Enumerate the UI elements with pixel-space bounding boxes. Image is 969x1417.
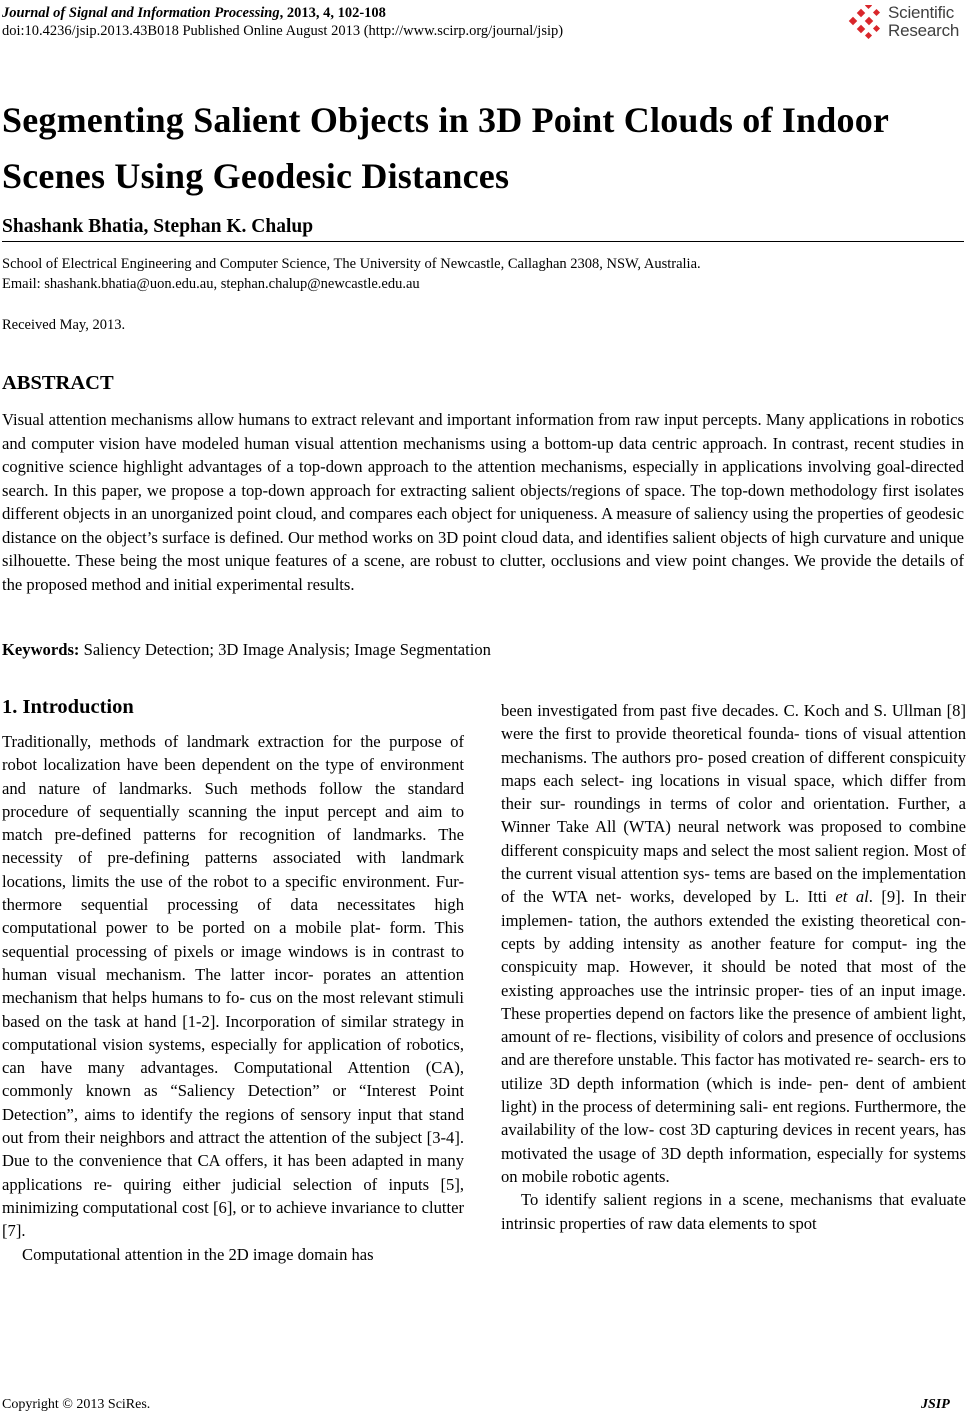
right-column — [501, 699, 966, 1235]
intro-paragraph-2: Computational attention in the 2D image domain has — [22, 1244, 374, 1264]
logo-text — [888, 4, 959, 40]
keywords — [2, 638, 964, 661]
left-column — [2, 694, 464, 1266]
doi-line: doi:10.4236/jsip.2013.43B018 Published Online August 2013 (http://www.scirp.org/journal/jsip) — [2, 23, 564, 39]
keywords-text: Saliency Detection; 3D Image Analysis; Image Segmentation — [79, 640, 491, 659]
abstract-heading: ABSTRACT — [2, 372, 114, 394]
logo-diamond-icon — [846, 5, 886, 39]
affiliation: School of Electrical Engineering and Computer Science, The University of Newcastle, Callaghan 2308, NSW, Australia. — [2, 256, 701, 272]
title-line-1: Segmenting Salient Objects in 3D Point Clouds of Indoor — [2, 100, 890, 140]
section-heading-introduction: 1. Introduction — [2, 696, 134, 718]
logo-line-1: Scientific — [888, 3, 955, 22]
authors: Shashank Bhatia, Stephan K. Chalup — [2, 216, 314, 237]
copyright: Copyright © 2013 SciRes. — [2, 1397, 151, 1412]
journal-header — [2, 4, 386, 22]
paper-title — [2, 92, 962, 204]
received-date: Received May, 2013. — [2, 317, 126, 333]
title-line-2: Scenes Using Geodesic Distances — [2, 156, 510, 196]
et-al: et al — [835, 887, 869, 907]
intro-paragraph-1: Traditionally, methods of landmark extraction for the purpose of robot localization have been dependent on the type of environment and nature of landmarks. Such methods follow the standard procedure of sequentially scanning the input percept and aim to match pre-defined patterns for recognition of landmarks. The necessity of pre-defining patterns associated with landmark locations, limits the use of the robot to a specific environment. Fur- thermore sequential processing of data necessitates high computational power to be ported on a mobile plat- form. This sequential processing of pixels or image windows is in contrast to human visual mechanism. The latter incor- porates an attention mechanism that helps humans to fo- cus on the most relevant stimuli based on the task at hand [1-2]. Incorporation of similar strategy in computational vision systems, especially for application of robotics, can have many advantages. Computational Attention (CA), commonly known as “Saliency Detection” or “Interest Point Detection”, aims to identify the regions of sensory input that stand out from their neighbors and attract the attention of the subject [3-4]. Due to the convenience that CA offers, it has been adapted in many applications re- quiring either judicial selection of inputs [5], minimizing computational cost [6], or to achieve invariance to clutter [7]. — [2, 732, 464, 1241]
intro-paragraph-2-continued — [501, 699, 966, 1188]
abstract-text: Visual attention mechanisms allow humans to extract relevant and important information from raw input percepts. Many applications in robotics and computer vision have modeled human visual attention mechanisms using a bottom-up data centric approach. In contrast, recent studies in cognitive science highlight advantages of a top-down approach to the attention mechanisms, especially in applications involving goal-directed search. In this paper, we propose a top-down approach for extracting salient objects/regions of space. The top-down methodology first isolates different objects in an unorganized point cloud, and compares each object for uniqueness. A measure of saliency using the properties of geodesic distance on the object’s surface is defined. Our method works on 3D point cloud data, and identifies salient objects of high curvature and unique silhouette. These being the most unique features of a scene, are robust to clutter, occlusions and view point changes. We provide the details of the proposed method and initial experimental results. — [2, 410, 964, 594]
journal-name: Journal of Signal and Information Processing — [2, 5, 280, 21]
intro-p2-part-b: . [9]. In their implemen- tation, the authors extended the existing theoretical con- cepts by adding intensity as another feature for comput- ing the conspicuity map. However, it should be noted that most of the existing approaches use the intrinsic proper- ties of an input image. These properties depend on factors like the presence of ambient light, amount of re- flections, visibility of colors and presence of occlusions and are therefore unstable. This factor has motivated re- search- ers to utilize 3D depth information (which is inde- pen- dent of ambient light) in the process of determining sali- ent regions. Furthermore, the availability of the low- cost 3D capturing devices in recent years, has motivated the usage of 3D depth information, especially for systems on mobile robotic agents. — [501, 887, 966, 1186]
divider — [2, 241, 964, 242]
journal-abbreviation: JSIP — [921, 1397, 950, 1412]
intro-paragraph-3: To identify salient regions in a scene, mechanisms that evaluate intrinsic properties of raw data elements to spot — [501, 1190, 966, 1233]
intro-p2-part-a: been investigated from past five decades. C. Koch and S. Ullman [8] were the first to provide theoretical founda- tions of visual attention mechanisms. The authors pro- posed creation of different conspicuity maps each select- ing locations in visual space, which differ from their sur- roundings in terms of color and orientation. Further, a Winner Take All (WTA) neural network was proposed to combine different conspicuity maps and select the most salient region. Most of the current visual attention sys- tems are based on the implementation of the WTA net- works, developed by L. Itti — [501, 701, 966, 907]
keywords-label: Keywords: — [2, 640, 80, 659]
email-line: Email: shashank.bhatia@uon.edu.au, stephan.chalup@newcastle.edu.au — [2, 276, 420, 292]
journal-volume: , 2013, 4, 102-108 — [279, 5, 386, 21]
scientific-research-logo — [846, 2, 968, 42]
logo-line-2: Research — [888, 21, 960, 40]
